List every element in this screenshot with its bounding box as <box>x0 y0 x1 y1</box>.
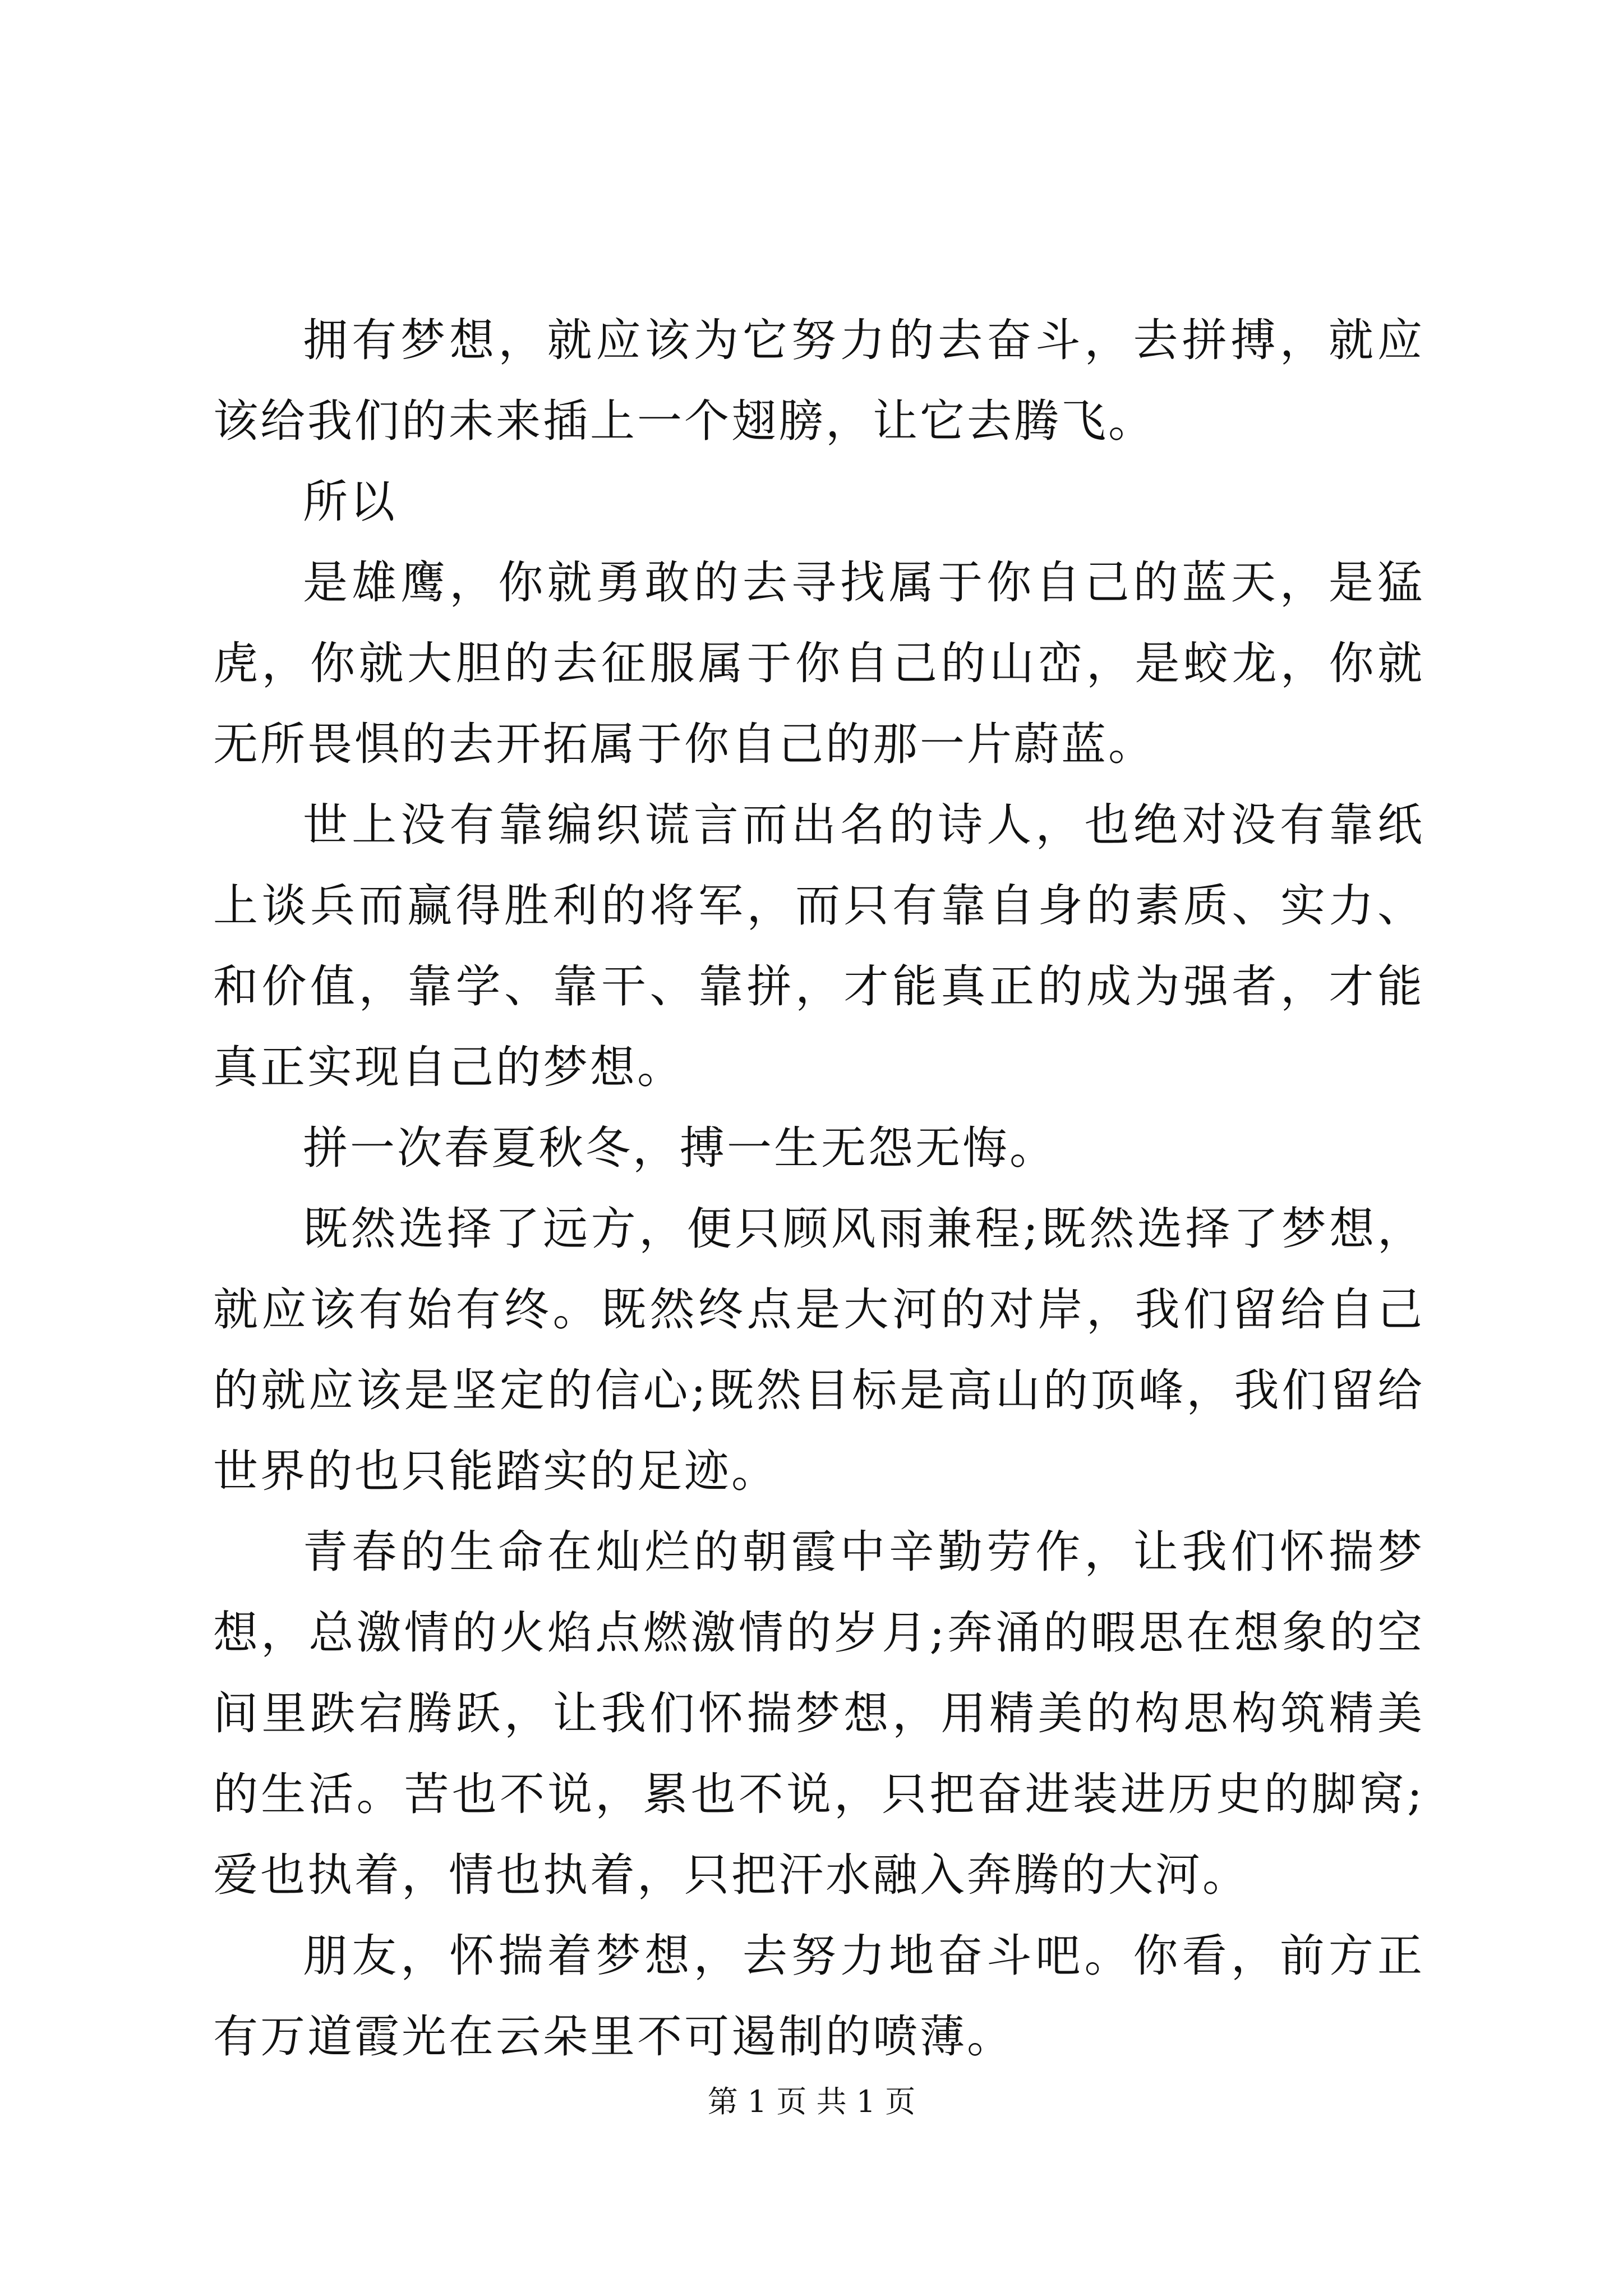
document-body <box>213 300 1424 2077</box>
page-footer: 第 1 页 共 1 页 <box>707 2084 916 2119</box>
paragraph: 青春的生命在灿烂的朝霞中辛勤劳作，让我们怀揣梦想，总激情的火焰点燃激情的岁月;奔涌的暇思在想象的空间里跌宕腾跃，让我们怀揣梦想，用精美的构思构筑精美的生活。苦也不说，累也不说，只把奋进装进历史的脚窝;爱也执着，情也执着，只把汗水融入奔腾的大河。 <box>213 1526 1424 1901</box>
paragraph: 所以 <box>303 476 397 528</box>
paragraph: 拥有梦想，就应该为它努力的去奋斗，去拼搏，就应该给我们的未来插上一个翅膀，让它去腾飞。 <box>213 314 1424 447</box>
paragraph: 拼一次春夏秋冬，搏一生无怨无悔。 <box>303 1122 1057 1174</box>
paragraph: 是雄鹰，你就勇敢的去寻找属于你自己的蓝天，是猛虎，你就大胆的去征服属于你自己的山峦，是蛟龙，你就无所畏惧的去开拓属于你自己的那一片蔚蓝。 <box>213 556 1424 770</box>
paragraph: 既然选择了远方，便只顾风雨兼程;既然选择了梦想，就应该有始有终。既然终点是大河的对岸，我们留给自己的就应该是坚定的信心;既然目标是高山的顶峰，我们留给世界的也只能踏实的足迹。 <box>213 1203 1424 1497</box>
paragraph: 朋友，怀揣着梦想，去努力地奋斗吧。你看，前方正有万道霞光在云朵里不可遏制的喷薄。 <box>213 1930 1424 2063</box>
paragraph: 世上没有靠编织谎言而出名的诗人，也绝对没有靠纸上谈兵而赢得胜利的将军，而只有靠自身的素质、实力、和价值，靠学、靠干、靠拼，才能真正的成为强者，才能真正实现自己的梦想。 <box>213 799 1424 1093</box>
